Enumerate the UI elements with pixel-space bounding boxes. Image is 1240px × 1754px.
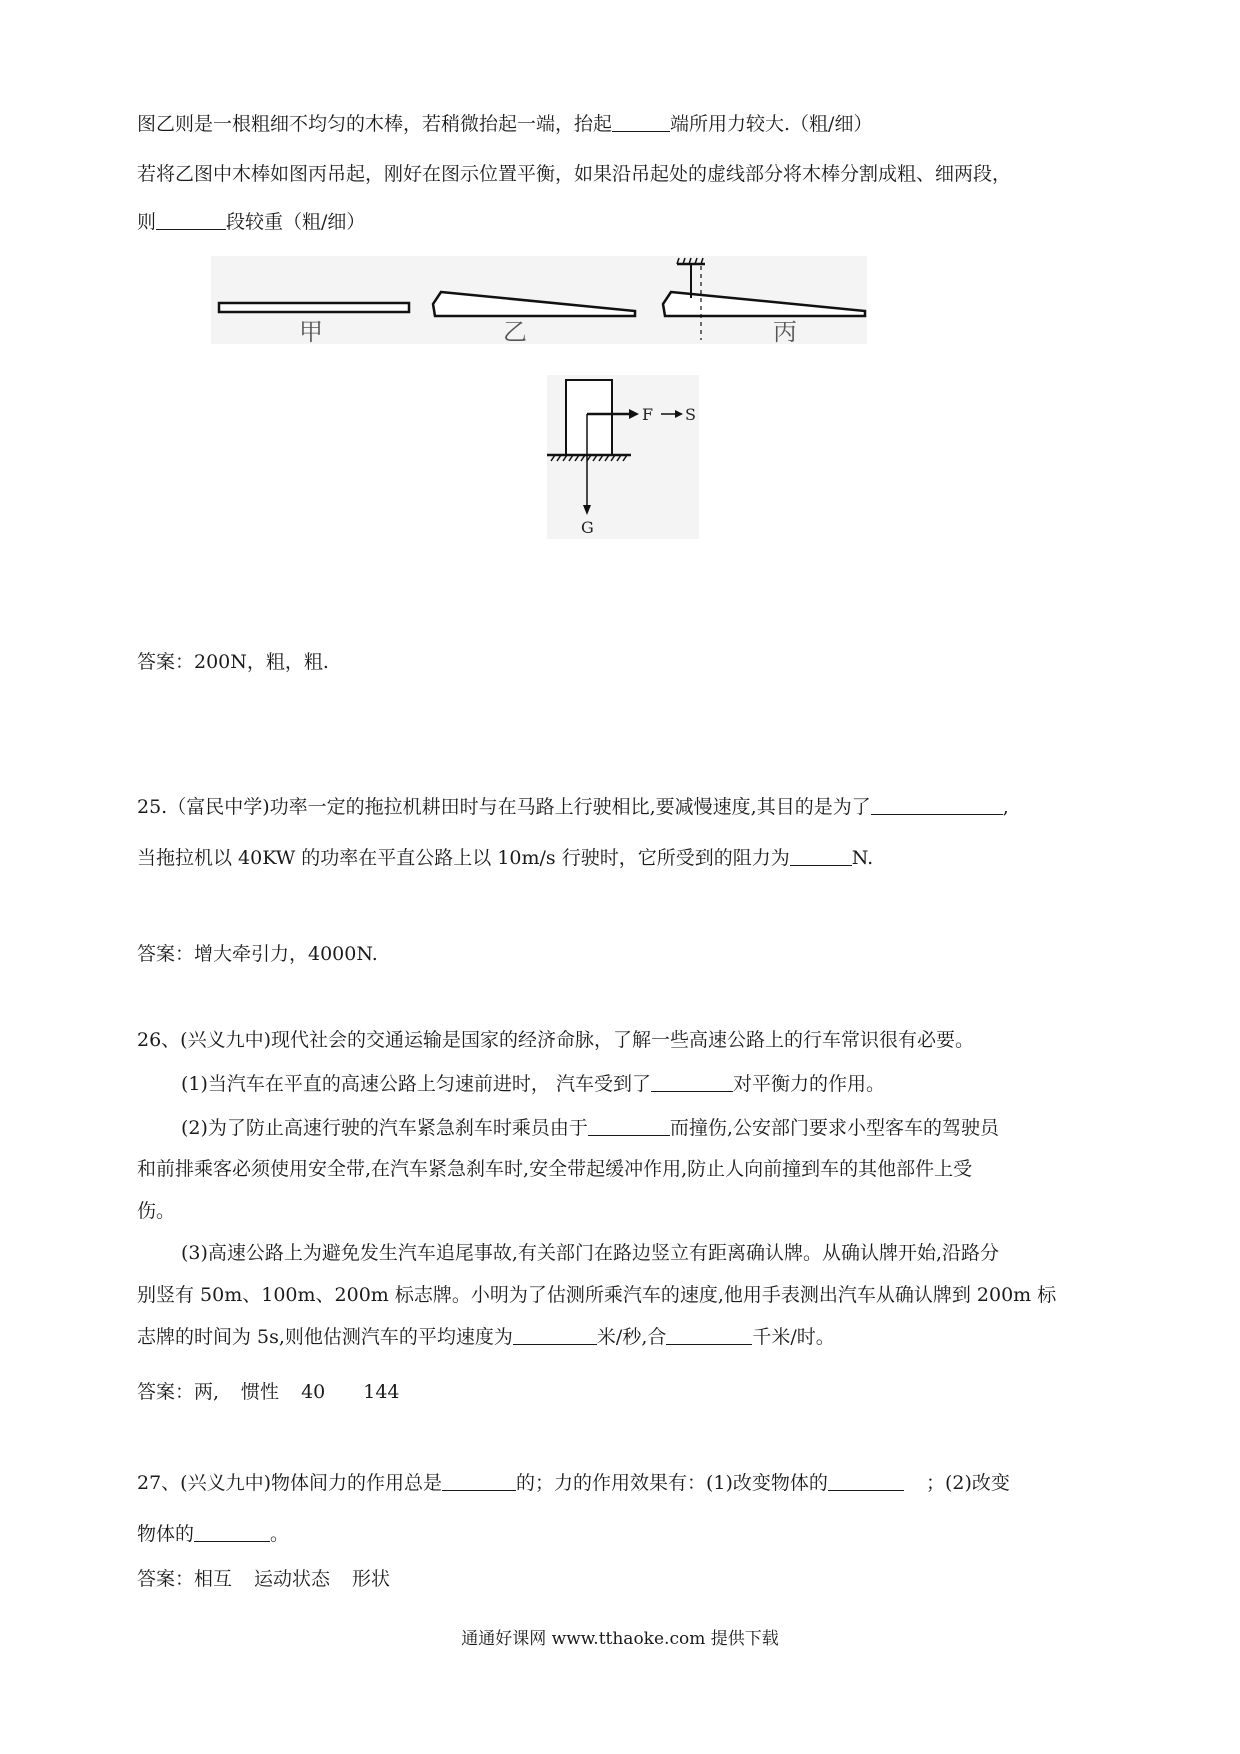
q27-answer-motion-state: 运动状态: [254, 1568, 331, 1590]
q25-blank-2: [790, 845, 852, 866]
label-jia: 甲: [299, 318, 323, 344]
q24-blank-2: [156, 209, 226, 230]
label-yi: 乙: [503, 318, 527, 344]
q26-part-2a-text: (2)为了防止高速行驶的汽车紧急刹车时乘员由于: [181, 1117, 588, 1139]
q25-blank-1: [871, 794, 1003, 815]
q24-answer: 答案：200N，粗，粗.: [137, 651, 329, 673]
q24-blank-1: [612, 111, 670, 132]
q27-answer: [137, 1566, 390, 1592]
q26-part-3c-text: 志牌的时间为 5s,则他估测汽车的平均速度为: [137, 1326, 513, 1348]
q26-answer: [137, 1379, 400, 1405]
rods-figure: [211, 256, 867, 344]
q24-line-1-text: 图乙则是一根粗细不均匀的木棒，若稍微抬起一端，抬起: [137, 113, 613, 135]
page-footer: 通通好课网 www.tthaoke.com 提供下载: [461, 1629, 779, 1649]
q25-line-2-suffix: N.: [851, 847, 874, 869]
q24-line-1: [137, 111, 872, 137]
label-g: G: [581, 518, 594, 537]
q27-line-2: [137, 1521, 289, 1547]
q26-part-2b: 和前排乘客必须使用安全带,在汽车紧急刹车时,安全带起缓冲作用,防止人向前撞到车的其他部件上受: [137, 1158, 973, 1180]
label-s: S: [685, 405, 696, 424]
q25-line-1: [137, 794, 1009, 820]
q26-answer-inertia: 惯性: [241, 1381, 280, 1403]
q24-line-2: 若将乙图中木棒如图丙吊起，刚好在图示位置平衡，如果沿吊起处的虚线部分将木棒分割成粗、细两段，: [137, 163, 1012, 185]
q24-line-3-text: 则: [137, 211, 157, 233]
q27-line-2-text: 物体的: [137, 1523, 195, 1545]
q24-line-3-suffix: 段较重（粗/细）: [226, 211, 366, 233]
q26-answer-speed-ms: 40: [301, 1381, 326, 1403]
q26-part-3c-suffix: 千米/时。: [752, 1326, 835, 1348]
q27-blank-2: [828, 1470, 904, 1491]
q26-part-2a: [181, 1115, 999, 1141]
q27-blank-1: [442, 1470, 516, 1491]
q27-line-1: [137, 1470, 1010, 1496]
label-f: F: [642, 405, 654, 424]
q26-part-2c: 伤。: [137, 1200, 176, 1222]
q26-part-3a: (3)高速公路上为避免发生汽车追尾事故,有关部门在路边竖立有距离确认牌。从确认牌开始,沿路分: [181, 1242, 999, 1264]
q25-answer: 答案：增大牵引力，4000N.: [137, 943, 378, 965]
q26-part-1-suffix: 对平衡力的作用。: [732, 1073, 885, 1095]
q27-answer-shape: 形状: [352, 1568, 391, 1590]
q27-answer-label: 答案：相互: [137, 1568, 233, 1590]
q26-part-1-text: (1)当汽车在平直的高速公路上匀速前进时， 汽车受到了: [181, 1073, 651, 1095]
q24-line-3: [137, 209, 365, 235]
q27-line-2-suffix: 。: [270, 1523, 290, 1545]
q25-line-1-text: 25.（富民中学)功率一定的拖拉机耕田时与在马路上行驶相比,要减慢速度,其目的是为了: [137, 796, 871, 818]
q24-line-1-suffix: 端所用力较大.（粗/细）: [670, 113, 873, 135]
q26-blank-4: [666, 1324, 752, 1345]
q26-part-3b: 别竖有 50m、100m、200m 标志牌。小明为了估测所乘汽车的速度,他用手表测出汽车从确认牌到 200m 标: [137, 1284, 1057, 1306]
q27-blank-3: [194, 1521, 270, 1542]
q26-part-3c: [137, 1324, 835, 1350]
q25-line-2-text: 当拖拉机以 40KW 的功率在平直公路上以 10m/s 行驶时，它所受到的阻力为: [137, 847, 790, 869]
q26-blank-1: [651, 1071, 733, 1092]
rod-uniform: [219, 303, 409, 312]
force-figure: [547, 375, 699, 539]
q27-line-1-text: 27、(兴义九中)物体间力的作用总是: [137, 1472, 443, 1494]
label-bing: 丙: [773, 318, 797, 344]
q26-part-2a-suffix: 而撞伤,公安部门要求小型客车的驾驶员: [669, 1117, 999, 1139]
q25-line-1-suffix: ,: [1002, 796, 1009, 818]
q26-answer-label: 答案：两,: [137, 1381, 220, 1403]
q27-line-1-mid: 的；力的作用效果有：(1)改变物体的: [516, 1472, 828, 1494]
q26-blank-2: [588, 1115, 670, 1136]
q26-part-1: [181, 1071, 885, 1097]
q25-line-2: [137, 845, 873, 871]
q27-line-1-suffix: ；(2)改变: [925, 1472, 1010, 1494]
q26-intro: 26、(兴义九中)现代社会的交通运输是国家的经济命脉，了解一些高速公路上的行车常识很有必要。: [137, 1029, 975, 1051]
q26-part-3c-mid: 米/秒,合: [596, 1326, 667, 1348]
q26-blank-3: [513, 1324, 597, 1345]
q26-answer-speed-kmh: 144: [363, 1381, 400, 1403]
block: [566, 380, 612, 455]
